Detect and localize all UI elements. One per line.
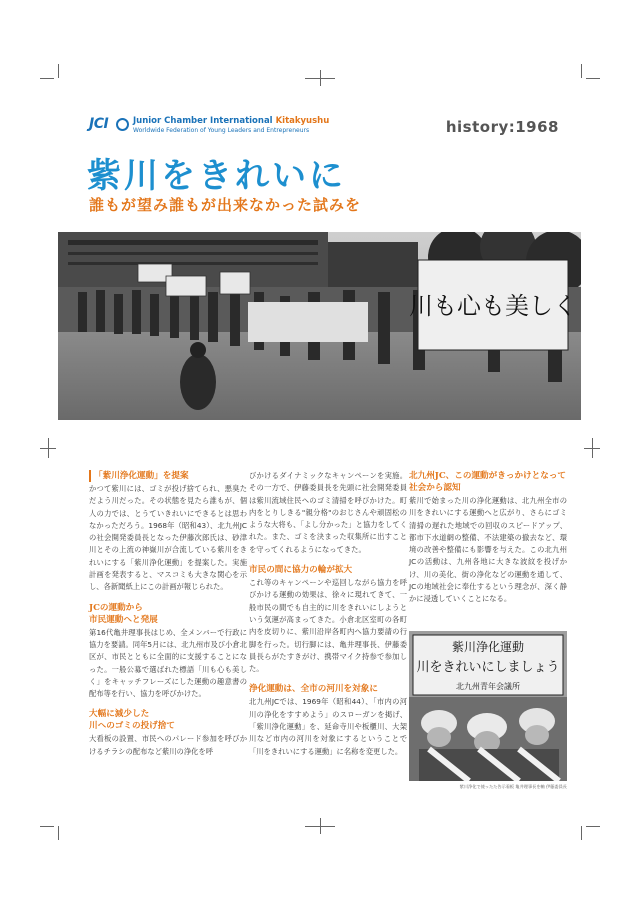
org-tagline: Worldwide Federation of Young Leaders and Entrepreneurs <box>133 127 310 134</box>
section-heading: 市民の間に協力の輪が拡大 <box>249 565 353 576</box>
crop-mark <box>320 818 321 834</box>
section-heading: 「紫川浄化運動」を提案 <box>89 470 247 482</box>
crop-mark <box>320 70 321 86</box>
banner-text: 川も心も美しく <box>409 292 577 320</box>
crop-mark <box>581 64 582 78</box>
sign-line-1: 紫川浄化運動 <box>451 640 525 654</box>
paragraph: かつて紫川には、ゴミが投げ捨てられ、悪臭ただよう川だった。その状態を見たら誰もが、個人の力では、とうていきれいにできるとは思わなかっただろう。1968年（昭和43）、北九州JCの社会開発委員長となった伊藤次郎氏は、砂津川とその上流の神嶽川が合流している紫川をきれいにする「紫川浄化運動」を提案した。実施計画を発表すると、マスコミも大きな関心を示し、各新聞紙上にこの計画が報じられた。 <box>89 484 247 592</box>
crop-mark <box>58 64 59 78</box>
crop-mark <box>58 826 59 840</box>
section-heading: 浄化運動は、全市の河川を対象に <box>249 684 378 695</box>
org-name-prefix: Junior Chamber International <box>133 116 276 126</box>
column-3 <box>409 470 567 614</box>
section-heading: 北九州JC、この運動がきっかけとなって 社会から認知 <box>409 471 567 493</box>
sign-line-3: 北九州青年会議所 <box>456 682 520 691</box>
crop-mark <box>586 826 600 827</box>
section-heading: JCの運動から 市民運動へと発展 <box>89 602 158 625</box>
page-subtitle: 誰もが望み誰もが出来なかった試みを <box>89 196 362 214</box>
crop-mark <box>584 448 600 449</box>
page-title: 紫川をきれいに <box>87 156 346 196</box>
section-heading: 大幅に減少した 川へのゴミの投げ捨て <box>89 709 175 732</box>
globe-icon <box>116 118 129 131</box>
campaign-photo <box>409 631 567 781</box>
crop-mark <box>40 448 56 449</box>
crop-mark <box>40 78 54 79</box>
org-name-city: Kitakyushu <box>275 116 330 126</box>
crop-mark <box>586 78 600 79</box>
paragraph: びかけるダイナミックなキャンペーンを実施。その一方で、伊藤委員長を先頭に社会開発委員は紫川流域住民へのゴミ清掃を呼びかけた。町内をとりしきる"親分格"のおじさんや頑固松のような大将も、「よし分かった」と協力をしてくれた。また、ゴミを決まった収集所に出すことを守ってくれるようになってきた。 <box>249 471 407 554</box>
jci-logo: JCI <box>89 116 109 132</box>
paragraph: 大看板の設置、市民へのパレード参加を呼びかけるチラシの配布など紫川の浄化を呼 <box>89 734 247 756</box>
paragraph: 第16代亀井理事長はじめ、全メンバーで行政に協力を要請。同年5月には、北九州市及び小倉北区が、市民とともに全面的に支援することになった。一般公募で選ばれた標語「川も心も美しく」をキャッチフレーズにした運動の趣意書の配布等を行い、協力を呼びかけた。 <box>89 627 247 699</box>
org-name <box>133 116 329 126</box>
paragraph: 北九州JCでは、1969年（昭和44）、「市内の河川の浄化をすすめよう」のスローガンを掲げ、「紫川浄化運動」を、延命寺川や板櫃川、大架川など市内の河川を対象にするということで「川をきれいにする運動」に名称を変更した。 <box>249 697 407 756</box>
crop-mark <box>40 826 54 827</box>
photo-caption: 紫川浄化で使ったた告示看板 亀井理事長を軸 伊藤委員長 <box>459 784 567 789</box>
crop-mark <box>581 826 582 840</box>
paragraph: これ等のキャンペーンや巡回しながら協力を呼びかける運動の効果は、徐々に現れてきて、一般市民の間でも自主的に川をきれいにしようという気運が高まってきた。小倉北区室町の各町内を皮切りに、紫川沿岸各町内へ協力要請の行脚を行った。切行脚には、亀井理事長、伊藤委員長らがたすきがけ、携帯マイク持参で参加した。 <box>249 578 407 674</box>
column-2 <box>249 470 407 766</box>
parade-photo <box>58 232 581 420</box>
sign-line-2: 川をきれいにしましょう <box>416 660 560 675</box>
column-1 <box>89 470 247 766</box>
paragraph: 紫川で始まった川の浄化運動は、北九州全市の川をきれいにする運動へと広がり、さらにゴミ清掃の遅れた地域での回収のスピードアップ、都市下水道網の整備、不法建築の撤去など、環境の改善や整備にも影響を与えた。この北九州JCの活動は、九州各地に大きな波紋を投げかけ、川の美化、街の浄化などの運動を通して、JCの地域社会に奉仕するという理念が、深く静かに浸透していくことになる。 <box>409 496 567 604</box>
header <box>89 116 559 140</box>
history-label: history:1968 <box>445 118 559 136</box>
